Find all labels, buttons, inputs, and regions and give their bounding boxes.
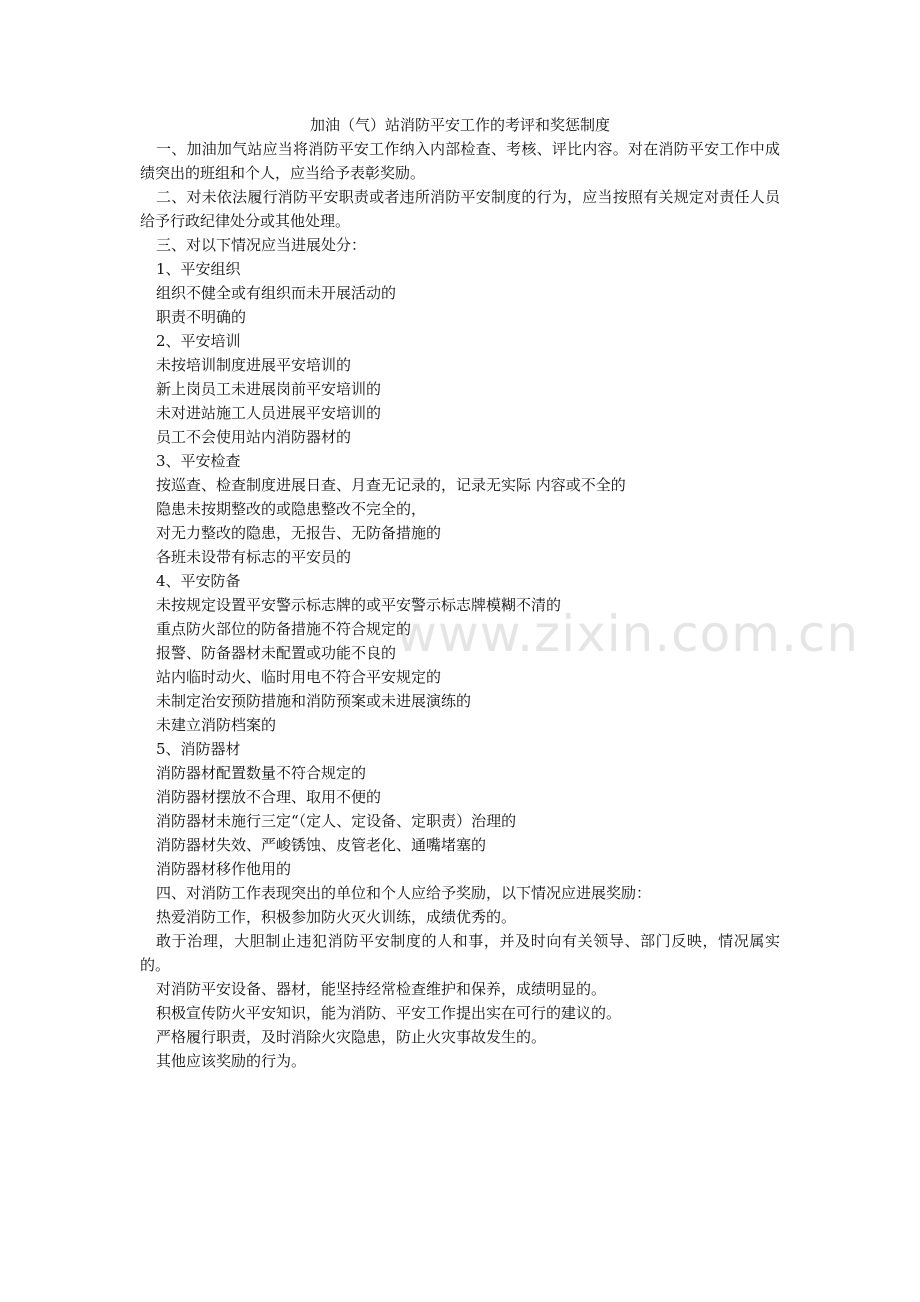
list-item: 对无力整改的隐患，无报告、无防备措施的 [156, 524, 442, 542]
list-item: 热爱消防工作，积极参加防火灭火训练，成绩优秀的。 [156, 908, 517, 926]
list-item: 站内临时动火、临时用电不符合平安规定的 [156, 668, 442, 686]
list-item: 积极宣传防火平安知识，能为消防、平安工作提出实在可行的建议的。 [156, 1004, 622, 1022]
document-body [140, 137, 780, 1073]
list-item: 组织不健全或有组织而未开展活动的 [156, 284, 397, 302]
list-item: 未对进站施工人员进展平安培训的 [156, 404, 382, 422]
paragraph-2: 二、对未依法履行消防平安职责或者违所消防平安制度的行为，应当按照有关规定对责任人员给予行政纪律处分或其他处理。 [140, 188, 780, 230]
list-item: 未建立消防档案的 [156, 716, 277, 734]
list-item: 未按规定设置平安警示标志牌的或平安警示标志牌模糊不清的 [156, 596, 562, 614]
list-item: 消防器材摆放不合理、取用不便的 [156, 788, 382, 806]
list-item: 按巡查、检查制度进展日查、月查无记录的，记录无实际 内容或不全的 [156, 476, 626, 494]
paragraph-1: 一、加油加气站应当将消防平安工作纳入内部检查、考核、评比内容。对在消防平安工作中成绩突出的班组和个人，应当给予表彰奖励。 [140, 140, 780, 182]
list-item: 消防器材移作他用的 [156, 860, 292, 878]
list-item: 隐患未按期整改的或隐患整改不完全的， [156, 500, 427, 518]
subheading-prevention: 4、平安防备 [156, 572, 241, 590]
list-item: 消防器材未施行三定“（定人、定设备、定职责）治理的 [156, 812, 517, 830]
paragraph-reward: 敢于治理，大胆制止违犯消防平安制度的人和事，并及时向有关领导、部门反映，情况属实的。 [140, 932, 780, 974]
list-item: 职责不明确的 [156, 308, 247, 326]
list-item: 对消防平安设备、器材，能坚持经常检查维护和保养，成绩明显的。 [156, 980, 607, 998]
document-title: 加油（气）站消防平安工作的考评和奖惩制度 [309, 116, 610, 134]
list-item: 消防器材失效、严峻锈蚀、皮管老化、通嘴堵塞的 [156, 836, 487, 854]
list-item: 未按培训制度进展平安培训的 [156, 356, 352, 374]
subheading-fire-equipment: 5、消防器材 [156, 740, 241, 758]
section-4-heading: 四、对消防工作表现突出的单位和个人应给予奖励，以下情况应进展奖励： [156, 884, 652, 902]
subheading-organization: 1、平安组织 [156, 260, 241, 278]
list-item: 各班未设带有标志的平安员的 [156, 548, 352, 566]
subheading-training: 2、平安培训 [156, 332, 241, 350]
subheading-inspection: 3、平安检查 [156, 452, 241, 470]
list-item: 其他应该奖励的行为。 [156, 1052, 307, 1070]
list-item: 严格履行职责，及时消除火灾隐患，防止火灾事故发生的。 [156, 1028, 547, 1046]
list-item: 重点防火部位的防备措施不符合规定的 [156, 620, 412, 638]
watermark: www.zixin.com.cn [396, 605, 860, 663]
list-item: 未制定治安预防措施和消防预案或未进展演练的 [156, 692, 472, 710]
list-item: 消防器材配置数量不符合规定的 [156, 764, 367, 782]
list-item: 新上岗员工未进展岗前平安培训的 [156, 380, 382, 398]
list-item: 员工不会使用站内消防器材的 [156, 428, 352, 446]
section-3-heading: 三、对以下情况应当进展处分： [156, 236, 367, 254]
list-item: 报警、防备器材未配置或功能不良的 [156, 644, 397, 662]
